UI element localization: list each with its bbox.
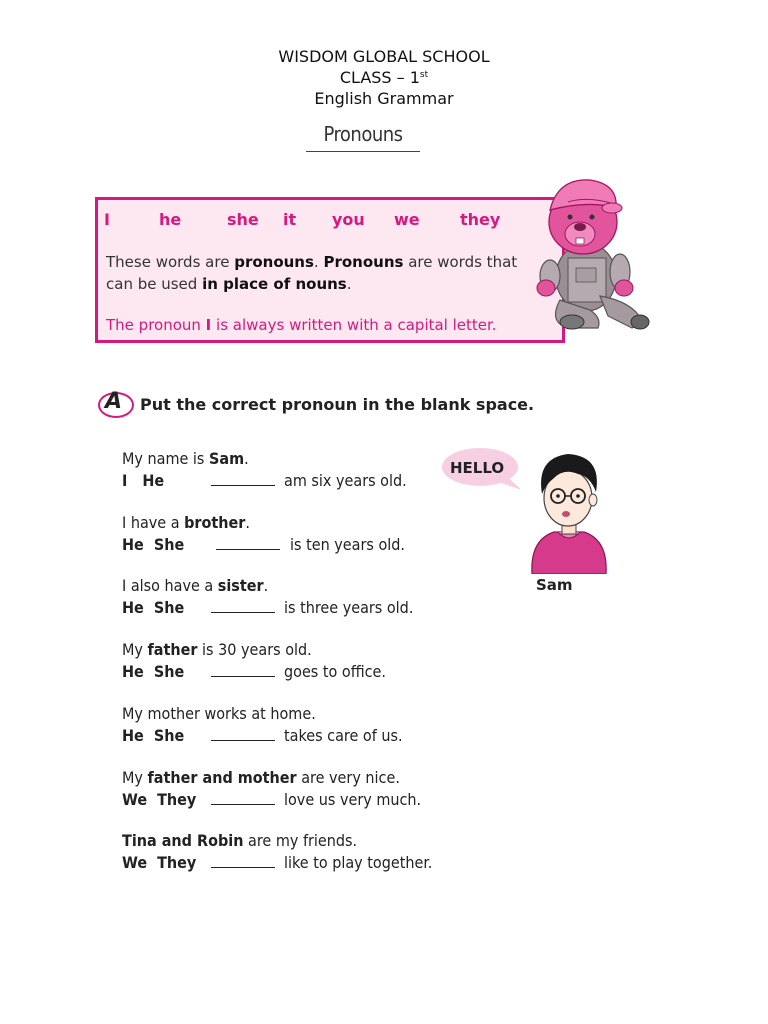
answer-line	[122, 725, 403, 747]
pronoun-options: We They	[122, 853, 197, 872]
pronoun-word: they	[460, 210, 501, 229]
definition-text	[106, 251, 517, 295]
class-label	[0, 67, 768, 88]
text-segment: My mother works at home.	[122, 704, 316, 723]
bubble-text: HELLO	[450, 459, 505, 477]
question-sentence	[122, 767, 400, 789]
definition-line-1	[106, 251, 517, 273]
sentence-end: love us very much.	[284, 790, 422, 809]
question-item	[122, 575, 414, 619]
pronoun-word: I	[104, 210, 110, 229]
question-sentence	[122, 512, 250, 534]
answer-blank[interactable]	[211, 725, 275, 741]
text-bold: father	[147, 640, 198, 659]
sentence-end: is three years old.	[284, 598, 414, 617]
text-segment: .	[263, 576, 269, 595]
text-segment: .	[244, 449, 249, 468]
sentence-end: like to play together.	[284, 853, 433, 872]
question-item	[122, 639, 386, 683]
pronoun-options: I He	[122, 471, 165, 490]
pronoun-word: she	[227, 210, 259, 229]
text-segment: .	[313, 253, 324, 271]
text-bold: father and mother	[147, 768, 297, 787]
answer-blank[interactable]	[211, 789, 275, 805]
question-sentence	[122, 830, 357, 852]
class-text: CLASS – 1	[339, 68, 420, 87]
text-segment: My	[122, 768, 148, 787]
section-instruction: Put the correct pronoun in the blank space.	[140, 395, 535, 414]
text-segment: is always written with a capital letter.	[211, 316, 497, 334]
text-segment: These words are	[106, 253, 235, 271]
answer-blank[interactable]	[211, 470, 275, 486]
text-bold: I	[205, 316, 212, 334]
answer-blank[interactable]	[211, 661, 275, 677]
question-item	[122, 448, 407, 492]
text-segment: can be used	[106, 275, 203, 293]
text-bold: Tina and Robin	[122, 831, 244, 850]
class-suffix: st	[419, 70, 429, 80]
answer-blank[interactable]	[216, 534, 280, 550]
answer-line	[122, 597, 414, 619]
school-name: WISDOM GLOBAL SCHOOL	[278, 47, 490, 66]
pronoun-options: He She	[122, 598, 185, 617]
text-bold: in place of nouns	[202, 275, 347, 293]
section-letter: A	[105, 389, 123, 414]
text-bold: pronouns	[234, 253, 314, 271]
question-item	[122, 767, 422, 811]
pronoun-options: We They	[122, 790, 197, 809]
worksheet-header	[0, 46, 768, 109]
text-segment: .	[346, 275, 352, 293]
subject-label: English Grammar	[314, 89, 454, 108]
text-segment: My	[122, 640, 148, 659]
pronoun-options: He She	[122, 662, 185, 681]
question-sentence	[122, 575, 268, 597]
definition-line-2	[106, 273, 517, 295]
pronoun-word: it	[283, 210, 297, 229]
question-item	[122, 512, 405, 556]
question-sentence	[122, 639, 312, 661]
answer-line	[122, 661, 386, 683]
text-bold: Pronouns	[323, 253, 404, 271]
question-sentence	[122, 703, 316, 725]
text-bold: Sam	[208, 449, 245, 468]
topic-underline	[306, 151, 420, 152]
bear-illustration	[528, 172, 653, 338]
text-segment: is 30 years old.	[197, 640, 312, 659]
answer-line	[122, 789, 422, 811]
text-bold: sister	[217, 576, 264, 595]
pronoun-word: we	[394, 210, 420, 229]
pronoun-options: He She	[122, 726, 185, 745]
question-item	[122, 830, 433, 874]
text-segment: are words that	[403, 253, 518, 271]
text-bold: brother	[184, 513, 246, 532]
pronoun-options: He She	[122, 535, 185, 554]
text-segment: are very nice.	[296, 768, 400, 787]
answer-line	[122, 470, 407, 492]
boy-illustration	[524, 448, 614, 574]
capital-rule-text	[106, 314, 497, 336]
sentence-end: takes care of us.	[284, 726, 403, 745]
question-sentence	[122, 448, 249, 470]
text-segment: My name is	[122, 449, 209, 468]
topic-title: Pronouns	[323, 122, 403, 146]
boy-name-label: Sam	[536, 576, 573, 594]
text-segment: I also have a	[122, 576, 218, 595]
text-segment: The pronoun	[106, 316, 206, 334]
text-segment: are my friends.	[243, 831, 358, 850]
text-segment: .	[245, 513, 250, 532]
pronoun-word: he	[159, 210, 182, 229]
answer-line	[122, 852, 433, 874]
sentence-end: goes to office.	[284, 662, 386, 681]
question-item	[122, 703, 403, 747]
text-segment: I have a	[122, 513, 185, 532]
answer-blank[interactable]	[211, 597, 275, 613]
pronoun-word: you	[332, 210, 365, 229]
sentence-end: am six years old.	[284, 471, 407, 490]
answer-blank[interactable]	[211, 852, 275, 868]
answer-line	[122, 534, 405, 556]
sentence-end: is ten years old.	[290, 535, 405, 554]
